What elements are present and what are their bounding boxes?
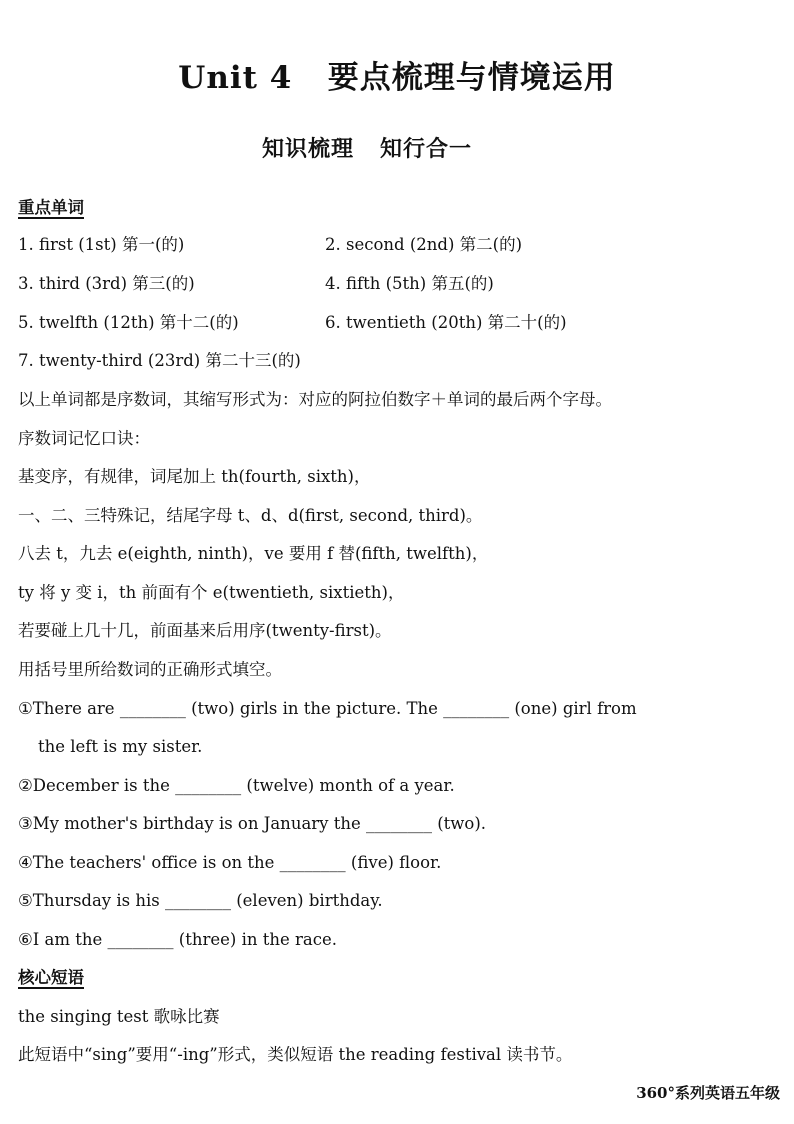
section-heading-phrases: 核心短语 bbox=[18, 968, 84, 987]
vocab-item-7: 7. twenty-third (23rd) 第二十三(的) bbox=[18, 351, 301, 370]
mnemonic-title: 序数词记忆口诀： bbox=[18, 429, 150, 448]
phrase-item: the singing test 歌咏比赛 bbox=[18, 1007, 220, 1026]
mnemonic-line: 基变序，有规律，词尾加上 th(fourth, sixth)， bbox=[18, 467, 371, 486]
footer-series-label: 360°系列英语五年级 bbox=[636, 1084, 780, 1102]
exercise-item-3: ③My mother's birthday is on January the ________ (two). bbox=[18, 814, 487, 833]
exercise-item-2: ②December is the ________ (twelve) month of a year. bbox=[18, 776, 455, 795]
vocab-item-5: 5. twelfth (12th) 第十二(的) bbox=[18, 313, 239, 332]
exercise-item-6: ⑥I am the ________ (three) in the race. bbox=[18, 930, 337, 949]
vocab-item-6: 6. twentieth (20th) 第二十(的) bbox=[325, 313, 567, 332]
phrase-note: 此短语中“sing”要用“-ing”形式，类似短语 the reading festival 读书节。 bbox=[18, 1045, 573, 1064]
mnemonic-line: 八去 t，九去 e(eighth, ninth)，ve 要用 f 替(fifth, twelfth)， bbox=[18, 544, 489, 563]
section-heading-vocab: 重点单词 bbox=[18, 198, 84, 217]
exercise-item-4: ④The teachers' office is on the ________ (five) floor. bbox=[18, 853, 442, 872]
vocab-item-4: 4. fifth (5th) 第五(的) bbox=[325, 274, 494, 293]
page-subtitle: 知识梳理 知行合一 bbox=[262, 136, 472, 162]
mnemonic-line: 一、二、三特殊记，结尾字母 t、d、d(first, second, third)。 bbox=[18, 506, 483, 525]
exercise-item-5: ⑤Thursday is his ________ (eleven) birthday. bbox=[18, 891, 383, 910]
mnemonic-line: 若要碰上几十几，前面基来后用序(twenty-first)。 bbox=[18, 621, 392, 640]
exercise-item-1: ①There are ________ (two) girls in the picture. The ________ (one) girl from bbox=[18, 699, 637, 718]
vocab-item-1: 1. first (1st) 第一(的) bbox=[18, 235, 185, 254]
exercise-item-1-continued: the left is my sister. bbox=[38, 737, 203, 756]
page-title: Unit 4 要点梳理与情境运用 bbox=[178, 60, 616, 96]
mnemonic-line: ty 将 y 变 i，th 前面有个 e(twentieth, sixtieth)， bbox=[18, 583, 405, 602]
vocab-item-2: 2. second (2nd) 第二(的) bbox=[325, 235, 523, 254]
vocab-item-3: 3. third (3rd) 第三(的) bbox=[18, 274, 195, 293]
ordinal-note: 以上单词都是序数词，其缩写形式为：对应的阿拉伯数字＋单词的最后两个字母。 bbox=[18, 390, 612, 409]
exercise-instruction: 用括号里所给数词的正确形式填空。 bbox=[18, 660, 282, 679]
